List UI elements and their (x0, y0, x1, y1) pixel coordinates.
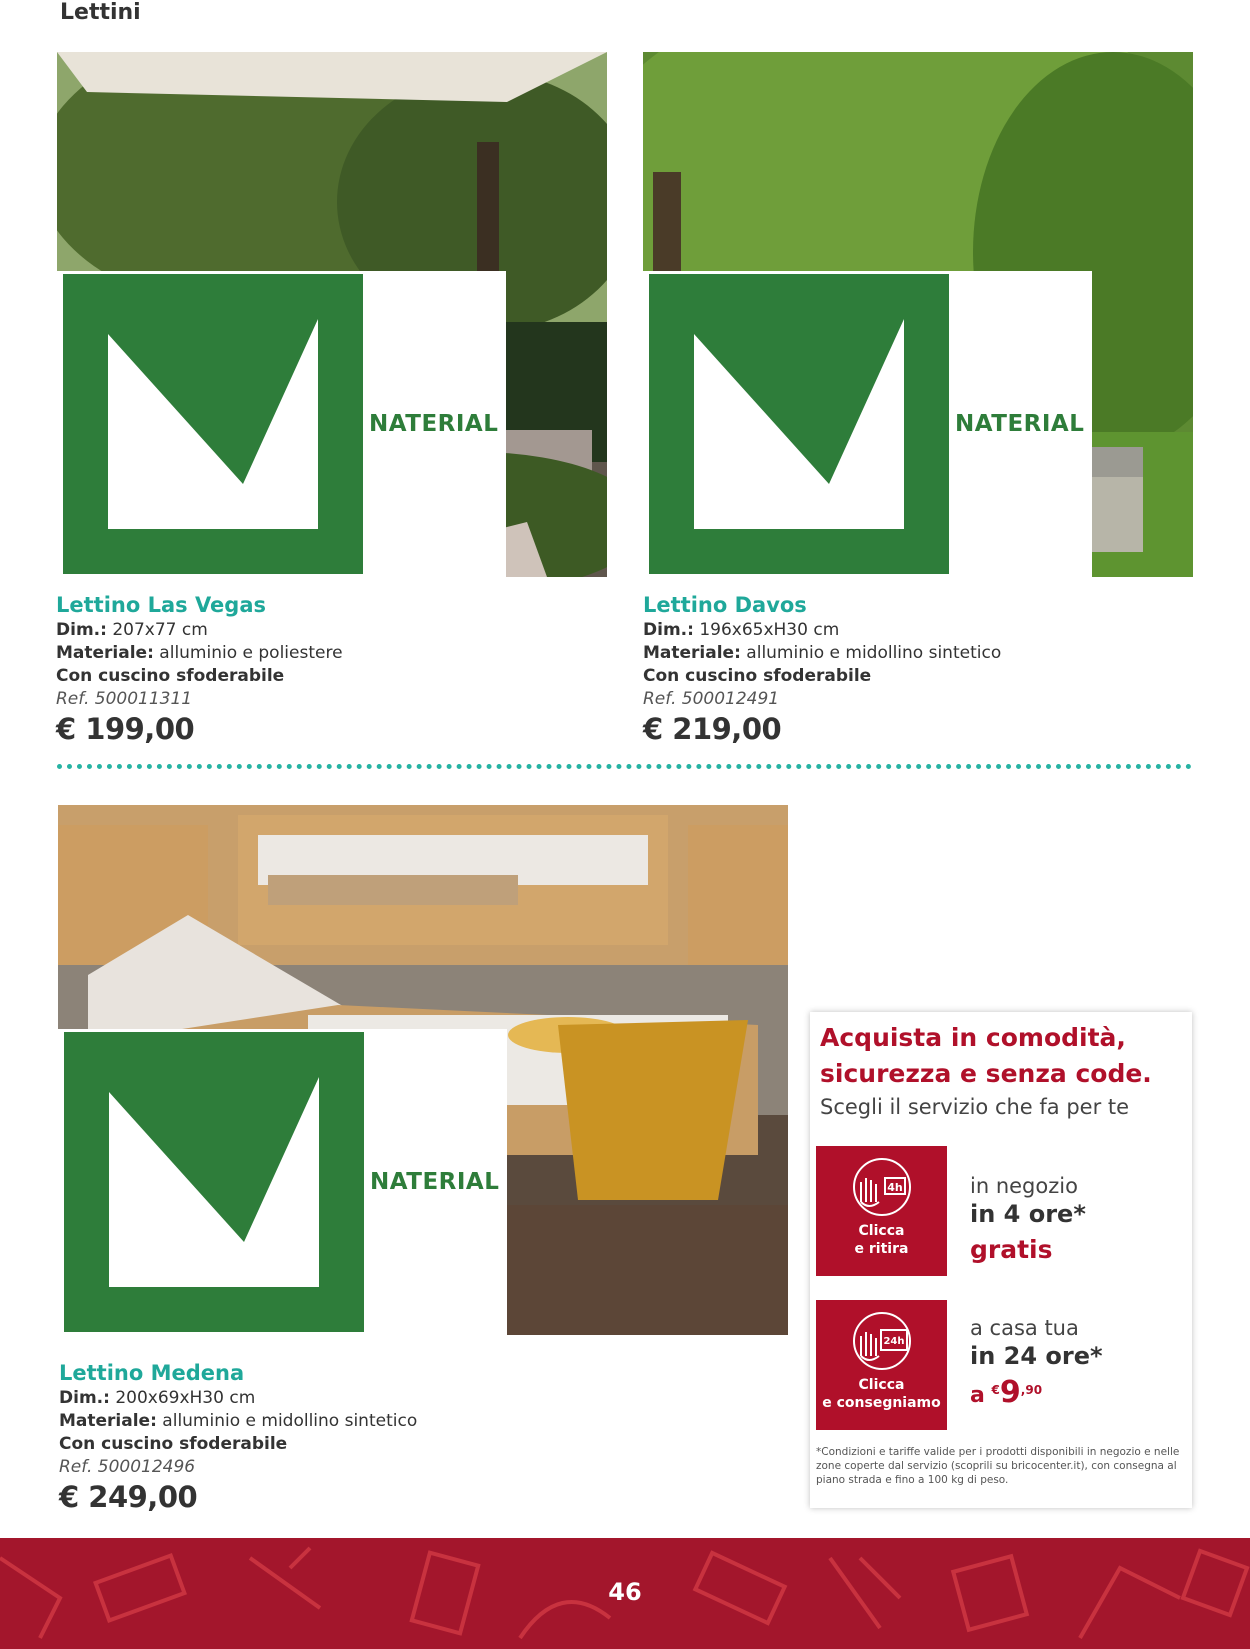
dim-label: Dim.: (56, 620, 107, 640)
dim-label: Dim.: (643, 620, 694, 640)
material-label: Materiale: (643, 643, 741, 663)
service2-price (970, 1376, 1103, 1410)
product-ref: Ref. 500011311 (56, 689, 193, 709)
section-divider (57, 764, 1192, 769)
naterial-brand-badge (58, 1029, 507, 1335)
hand-box-4h-icon (847, 1156, 917, 1218)
promo-title-line2: sicurezza e senza code. (820, 1059, 1152, 1088)
naterial-brand-badge (57, 271, 506, 577)
material-label: Materiale: (59, 1411, 157, 1431)
naterial-leaf-logo-icon (649, 274, 949, 574)
product-info-medena (59, 1360, 619, 1515)
product-info-las-vegas (56, 592, 616, 747)
service1-label-line2: e ritira (854, 1241, 909, 1257)
product-ref: Ref. 500012491 (643, 689, 780, 709)
product-dimensions (643, 619, 1203, 642)
click-and-collect-button[interactable] (816, 1146, 947, 1276)
product-price: € 199,00 (56, 712, 195, 746)
click-and-collect-promo (810, 1012, 1192, 1508)
product-dimensions (59, 1387, 619, 1410)
price-currency: € (991, 1383, 1000, 1397)
service2-text1: a casa tua (970, 1316, 1079, 1340)
brand-name: NATERIAL (955, 411, 1085, 437)
page-footer (0, 1538, 1250, 1649)
dim-value: 207x77 cm (112, 620, 208, 640)
service2-text2: in 24 ore* (970, 1342, 1103, 1370)
dim-value: 200x69xH30 cm (115, 1388, 256, 1408)
service1-text2: in 4 ore* (970, 1200, 1086, 1228)
product-cushion: Con cuscino sfoderabile (643, 666, 872, 686)
product-ref: Ref. 500012496 (59, 1457, 196, 1477)
promo-title (820, 1020, 1190, 1092)
product-photo-medena (58, 805, 788, 1335)
material-value: alluminio e midollino sintetico (162, 1411, 418, 1431)
service2-label-line1: Clicca (858, 1377, 905, 1393)
product-price: € 219,00 (643, 712, 782, 746)
dim-value: 196x65xH30 cm (699, 620, 840, 640)
product-cushion: Con cuscino sfoderabile (56, 666, 285, 686)
product-cushion: Con cuscino sfoderabile (59, 1434, 288, 1454)
product-photo-davos (643, 52, 1193, 577)
icon-label: 24h (882, 1336, 905, 1347)
service1-text3: gratis (970, 1235, 1053, 1264)
section-title: Lettini (60, 0, 141, 25)
naterial-brand-badge (643, 271, 1092, 577)
product-dimensions (56, 619, 616, 642)
product-material (643, 642, 1203, 665)
product-name: Lettino Las Vegas (56, 593, 266, 617)
material-value: alluminio e midollino sintetico (746, 643, 1002, 663)
click-and-deliver-button[interactable] (816, 1300, 947, 1430)
price-prefix: a (970, 1383, 985, 1408)
product-photo-las-vegas (57, 52, 607, 577)
service1-text1: in negozio (970, 1174, 1078, 1198)
promo-subtitle: Scegli il servizio che fa per te (820, 1095, 1130, 1119)
product-info-davos (643, 592, 1203, 747)
brand-name: NATERIAL (369, 411, 499, 437)
product-price: € 249,00 (59, 1480, 198, 1514)
service1-label-line1: Clicca (858, 1223, 905, 1239)
service1-description (970, 1172, 1086, 1264)
naterial-leaf-logo-icon (63, 274, 363, 574)
service2-description (970, 1314, 1103, 1410)
promo-title-line1: Acquista in comodità, (820, 1023, 1126, 1052)
promo-footnote: *Condizioni e tariffe valide per i prodotti disponibili in negozio e nelle zone coperte dal servizio (scoprili su bricocenter.it), con consegna al piano strada e fino a 100 kg di peso. (816, 1446, 1180, 1486)
price-int: 9 (999, 1375, 1021, 1410)
product-name: Lettino Medena (59, 1361, 245, 1385)
service2-label-line2: e consegniamo (822, 1395, 941, 1411)
material-value: alluminio e poliestere (159, 643, 343, 663)
hand-truck-24h-icon (847, 1310, 917, 1372)
naterial-leaf-logo-icon (64, 1032, 364, 1332)
product-material (59, 1410, 619, 1433)
icon-label: 4h (886, 1181, 903, 1194)
brand-name: NATERIAL (370, 1169, 500, 1195)
product-material (56, 642, 616, 665)
product-name: Lettino Davos (643, 593, 807, 617)
dim-label: Dim.: (59, 1388, 110, 1408)
page-number: 46 (608, 1578, 642, 1606)
price-dec: ,90 (1020, 1383, 1043, 1397)
material-label: Materiale: (56, 643, 154, 663)
